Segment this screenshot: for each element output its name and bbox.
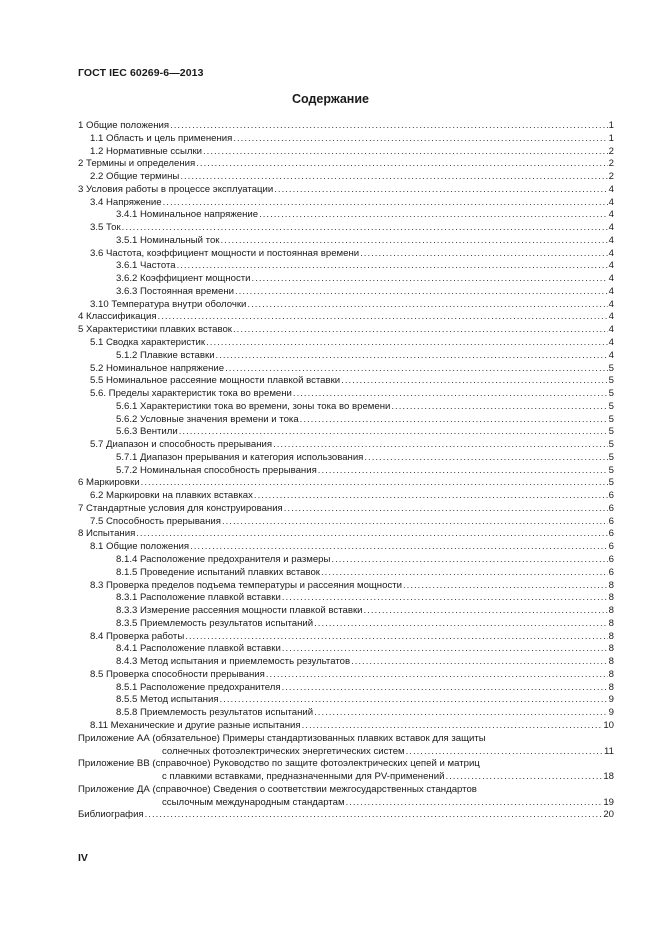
toc-entry-text: 3.6.2 Коэффициент мощности <box>116 273 251 285</box>
toc-page-number: 4 <box>608 324 614 336</box>
toc-entry[interactable] <box>78 197 614 210</box>
leader-dots <box>233 324 608 337</box>
toc-entry[interactable] <box>78 363 614 376</box>
toc-entry-text: 3.5.1 Номинальный ток <box>116 234 220 246</box>
toc-page-number: 1 <box>608 132 614 144</box>
toc-entry-text: 7.5 Способность прерывания <box>90 515 221 527</box>
toc-entry-text: 1.1 Область и цель применения <box>90 132 233 144</box>
leader-dots <box>185 631 607 644</box>
toc-entry[interactable] <box>78 554 614 567</box>
toc-entry-continuation[interactable] <box>78 746 614 759</box>
toc-entry[interactable] <box>78 439 614 452</box>
toc-entry-text: ссылочным международным стандартам <box>162 796 345 808</box>
leader-dots <box>364 452 607 465</box>
toc-entry-text: 5.5 Номинальное рассеяние мощности плавкой вставки <box>90 375 341 387</box>
leader-dots <box>136 528 607 541</box>
toc-entry-text: 4 Классификация <box>78 311 157 323</box>
toc-page-number: 5 <box>608 451 614 463</box>
toc-entry[interactable] <box>78 120 614 133</box>
toc-entry[interactable] <box>78 260 614 273</box>
leader-dots <box>284 503 608 516</box>
leader-dots <box>282 643 608 656</box>
toc-page-number: 8 <box>608 656 614 668</box>
toc-entry[interactable] <box>78 592 614 605</box>
toc-page-number: 4 <box>608 183 614 195</box>
toc-entry-text: 8.4 Проверка работы <box>90 630 185 642</box>
leader-dots <box>203 146 608 159</box>
toc-entry[interactable] <box>78 286 614 299</box>
toc-entry[interactable] <box>78 184 614 197</box>
leader-dots <box>274 184 607 197</box>
toc-entry[interactable] <box>78 401 614 414</box>
toc-page-number: 19 <box>603 796 614 808</box>
toc-entry[interactable] <box>78 222 614 235</box>
toc-page-number: 9 <box>608 694 614 706</box>
toc-entry-text: солнечных фотоэлектрических энергетических систем <box>162 745 405 757</box>
leader-dots <box>266 669 608 682</box>
toc-entry-text: 1.2 Нормативные ссылки <box>90 145 203 157</box>
leader-dots <box>321 567 608 580</box>
toc-entry-text: 8.5 Проверка способности прерывания <box>90 668 265 680</box>
toc-entry[interactable]: Приложение ДА (справочное) Сведения о соответствии межгосударственных стандартов <box>78 783 477 795</box>
toc-entry[interactable] <box>78 529 614 542</box>
toc-entry[interactable] <box>78 388 614 401</box>
toc-entry-text: 5.1.2 Плавкие вставки <box>116 349 215 361</box>
toc-entry[interactable] <box>78 299 614 312</box>
leader-dots <box>282 682 608 695</box>
toc-entry-text: 3.4.1 Номинальное напряжение <box>116 209 259 221</box>
toc-entry[interactable] <box>78 337 614 350</box>
toc-entry[interactable] <box>78 541 614 554</box>
leader-dots <box>293 388 608 401</box>
toc-entry[interactable] <box>78 707 614 720</box>
toc-page-number: 20 <box>603 809 614 821</box>
leader-dots <box>225 363 608 376</box>
toc-entry-text: 8.1.4 Расположение предохранителя и размеры <box>116 554 331 566</box>
toc-entry-text: 5.6.3 Вентили <box>116 426 178 438</box>
toc-entry[interactable] <box>78 133 614 146</box>
toc-entry[interactable] <box>78 375 614 388</box>
toc-page-number: 6 <box>608 566 614 578</box>
toc-entry-text: 5.6.2 Условные значения времени и тока <box>116 413 299 425</box>
toc-entry[interactable] <box>78 490 614 503</box>
toc-entry-text: 6.2 Маркировки на плавких вставках <box>90 490 253 502</box>
leader-dots <box>318 465 608 478</box>
toc-entry[interactable] <box>78 477 614 490</box>
toc-page-number: 5 <box>608 477 614 489</box>
toc-entry[interactable] <box>78 158 614 171</box>
toc-page-number: 4 <box>608 209 614 221</box>
leader-dots <box>314 707 608 720</box>
toc-entry-text: 8.11 Механические и другие разные испытания <box>90 719 301 731</box>
leader-dots <box>406 746 603 759</box>
toc-page-number: 4 <box>608 260 614 272</box>
page-number: IV <box>78 852 88 864</box>
leader-dots <box>445 771 602 784</box>
toc-entry[interactable] <box>78 605 614 618</box>
leader-dots <box>360 248 608 261</box>
toc-page-number: 5 <box>608 464 614 476</box>
toc-entry-text: 8.1 Общие положения <box>90 541 190 553</box>
toc-entry[interactable] <box>78 465 614 478</box>
toc-page-number: 4 <box>608 222 614 234</box>
toc-entry-text: 1 Общие положения <box>78 119 170 131</box>
leader-dots <box>180 171 607 184</box>
leader-dots <box>221 235 608 248</box>
toc-entry[interactable] <box>78 516 614 529</box>
toc-page-number: 8 <box>608 681 614 693</box>
toc-entry-text: 5.7 Диапазон и способность прерывания <box>90 439 273 451</box>
toc-entry-text: 8.5.5 Метод испытания <box>116 694 219 706</box>
leader-dots <box>314 618 608 631</box>
toc-page-number: 18 <box>603 771 614 783</box>
toc-entry[interactable] <box>78 669 614 682</box>
leader-dots <box>190 541 608 554</box>
toc-entry[interactable] <box>78 171 614 184</box>
leader-dots <box>122 222 608 235</box>
toc-entry[interactable] <box>78 209 614 222</box>
toc-page-number: 8 <box>608 592 614 604</box>
toc-entry-continuation[interactable] <box>78 797 614 810</box>
toc-entry-text: 3.6.1 Частота <box>116 260 176 272</box>
leader-dots <box>252 273 608 286</box>
leader-dots <box>145 809 603 822</box>
toc-entry-text: 5.7.1 Диапазон прерывания и категория использования <box>116 451 364 463</box>
leader-dots <box>341 375 607 388</box>
toc-page-number: 6 <box>608 502 614 514</box>
toc-page-number: 8 <box>608 605 614 617</box>
table-of-contents <box>78 120 614 822</box>
toc-entry-text: 8.5.8 Приемлемость результатов испытаний <box>116 707 314 719</box>
toc-entry-text: 2 Термины и определения <box>78 158 196 170</box>
toc-entry-text: 2.2 Общие термины <box>90 171 180 183</box>
toc-entry[interactable] <box>78 656 614 669</box>
toc-entry[interactable] <box>78 809 614 822</box>
toc-entry-text: 8.4.1 Расположение плавкой вставки <box>116 643 281 655</box>
toc-page-number: 6 <box>608 515 614 527</box>
toc-page-number: 2 <box>608 158 614 170</box>
document-header: ГОСТ IEC 60269-6—2013 <box>78 67 204 79</box>
toc-page-number: 4 <box>608 285 614 297</box>
toc-page-number: 4 <box>608 247 614 259</box>
toc-entry-text: 8.5.1 Расположение предохранителя <box>116 681 281 693</box>
toc-entry[interactable]: Приложение ВВ (справочное) Руководство по защите фотоэлектрических цепей и матриц <box>78 758 480 770</box>
toc-entry[interactable] <box>78 580 614 593</box>
toc-page-number: 4 <box>608 234 614 246</box>
toc-entry[interactable] <box>78 503 614 516</box>
toc-page-number: 2 <box>608 145 614 157</box>
leader-dots <box>235 286 608 299</box>
toc-entry[interactable] <box>78 694 614 707</box>
leader-dots <box>158 311 608 324</box>
toc-entry-text: 8.1.5 Проведение испытаний плавких вставок <box>116 566 320 578</box>
toc-entry-text: с плавкими вставками, предназначенными для PV-применений <box>162 771 445 783</box>
toc-page-number: 6 <box>608 541 614 553</box>
toc-entry-text: 6 Маркировки <box>78 477 140 489</box>
leader-dots <box>300 414 608 427</box>
toc-entry[interactable] <box>78 273 614 286</box>
toc-entry-text: 5.6.1 Характеристики тока во времени, зоны тока во времени <box>116 400 391 412</box>
leader-dots <box>259 209 608 222</box>
toc-page-number: 2 <box>608 171 614 183</box>
toc-entry-text: 8 Испытания <box>78 528 136 540</box>
toc-page-number: 8 <box>608 630 614 642</box>
toc-entry-text: 8.3 Проверка пределов подъема температуры и рассеяния мощности <box>90 579 402 591</box>
toc-entry[interactable] <box>78 643 614 656</box>
toc-entry[interactable] <box>78 567 614 580</box>
leader-dots <box>391 401 607 414</box>
toc-page-number: 5 <box>608 426 614 438</box>
toc-page-number: 5 <box>608 362 614 374</box>
toc-entry-text: 8.3.5 Приемлемость результатов испытаний <box>116 617 314 629</box>
leader-dots <box>179 426 608 439</box>
toc-entry-text: 3.6.3 Постоянная времени <box>116 285 234 297</box>
toc-entry[interactable] <box>78 452 614 465</box>
leader-dots <box>331 554 607 567</box>
toc-entry[interactable] <box>78 618 614 631</box>
toc-page-number: 5 <box>608 439 614 451</box>
toc-entry-text: 3.6 Частота, коэффициент мощности и постоянная времени <box>90 247 360 259</box>
toc-entry[interactable] <box>78 248 614 261</box>
toc-entry-text: 8.4.3 Метод испытания и приемлемость результатов <box>116 656 351 668</box>
leader-dots <box>216 350 608 363</box>
toc-entry[interactable] <box>78 146 614 159</box>
toc-page-number: 8 <box>608 579 614 591</box>
page-title: Содержание <box>291 92 369 106</box>
leader-dots <box>141 477 608 490</box>
toc-page-number: 4 <box>608 196 614 208</box>
toc-page-number: 4 <box>608 298 614 310</box>
toc-page-number: 11 <box>604 745 614 757</box>
toc-page-number: 4 <box>608 273 614 285</box>
toc-page-number: 8 <box>608 617 614 629</box>
leader-dots <box>220 694 608 707</box>
toc-entry-text: 3.5 Ток <box>90 222 121 234</box>
leader-dots <box>254 490 608 503</box>
toc-entry[interactable] <box>78 324 614 337</box>
toc-page-number: 9 <box>608 707 614 719</box>
toc-entry-text: 5.6. Пределы характеристик тока во времени <box>90 388 292 400</box>
toc-entry-text: 5.2 Номинальное напряжение <box>90 362 225 374</box>
toc-page-number: 4 <box>608 311 614 323</box>
leader-dots <box>233 133 607 146</box>
toc-entry-text: 5 Характеристики плавких вставок <box>78 324 232 336</box>
toc-entry-text: 3 Условия работы в процессе эксплуатации <box>78 183 274 195</box>
leader-dots <box>282 592 608 605</box>
toc-page-number: 1 <box>608 119 614 131</box>
leader-dots <box>206 337 608 350</box>
toc-entry-text: 8.3.1 Расположение плавкой вставки <box>116 592 281 604</box>
leader-dots <box>170 120 608 133</box>
toc-page-number: 5 <box>608 375 614 387</box>
leader-dots <box>273 439 608 452</box>
toc-entry-text: Библиография <box>78 809 144 821</box>
leader-dots <box>163 197 608 210</box>
leader-dots <box>222 516 608 529</box>
toc-page-number: 10 <box>603 719 614 731</box>
leader-dots <box>177 260 608 273</box>
toc-page-number: 8 <box>608 668 614 680</box>
toc-entry-text: 5.1 Сводка характеристик <box>90 337 206 348</box>
toc-entry[interactable] <box>78 311 614 324</box>
toc-entry[interactable] <box>78 682 614 695</box>
leader-dots <box>302 720 603 733</box>
toc-entry[interactable] <box>78 631 614 644</box>
toc-entry[interactable] <box>78 350 614 363</box>
toc-page-number: 4 <box>608 349 614 361</box>
toc-entry-text: 7 Стандартные условия для конструирования <box>78 502 283 514</box>
toc-entry-text: 3.10 Температура внутри оболочки <box>90 298 247 310</box>
toc-entry[interactable]: Приложение АА (обязательное) Примеры стандартизованных плавких вставок для защиты <box>78 732 486 744</box>
toc-entry-continuation[interactable] <box>78 771 614 784</box>
toc-entry-text: 8.3.3 Измерение рассеяния мощности плавкой вставки <box>116 605 363 617</box>
toc-entry-text: 3.4 Напряжение <box>90 196 162 208</box>
toc-entry[interactable] <box>78 235 614 248</box>
leader-dots <box>351 656 608 669</box>
toc-page-number: 8 <box>608 643 614 655</box>
toc-entry-text: 5.7.2 Номинальная способность прерывания <box>116 464 317 476</box>
toc-page-number: 5 <box>608 413 614 425</box>
toc-page-number: 6 <box>608 554 614 566</box>
leader-dots <box>346 797 603 810</box>
toc-entry[interactable] <box>78 720 614 733</box>
toc-page-number: 5 <box>608 388 614 400</box>
leader-dots <box>247 299 607 312</box>
leader-dots <box>403 580 608 593</box>
leader-dots <box>364 605 608 618</box>
leader-dots <box>196 158 607 171</box>
toc-page-number: 6 <box>608 528 614 540</box>
toc-entry[interactable] <box>78 426 614 439</box>
toc-page-number: 4 <box>608 337 614 348</box>
toc-page-number: 5 <box>608 400 614 412</box>
toc-entry[interactable] <box>78 414 614 427</box>
toc-page-number: 6 <box>608 490 614 502</box>
